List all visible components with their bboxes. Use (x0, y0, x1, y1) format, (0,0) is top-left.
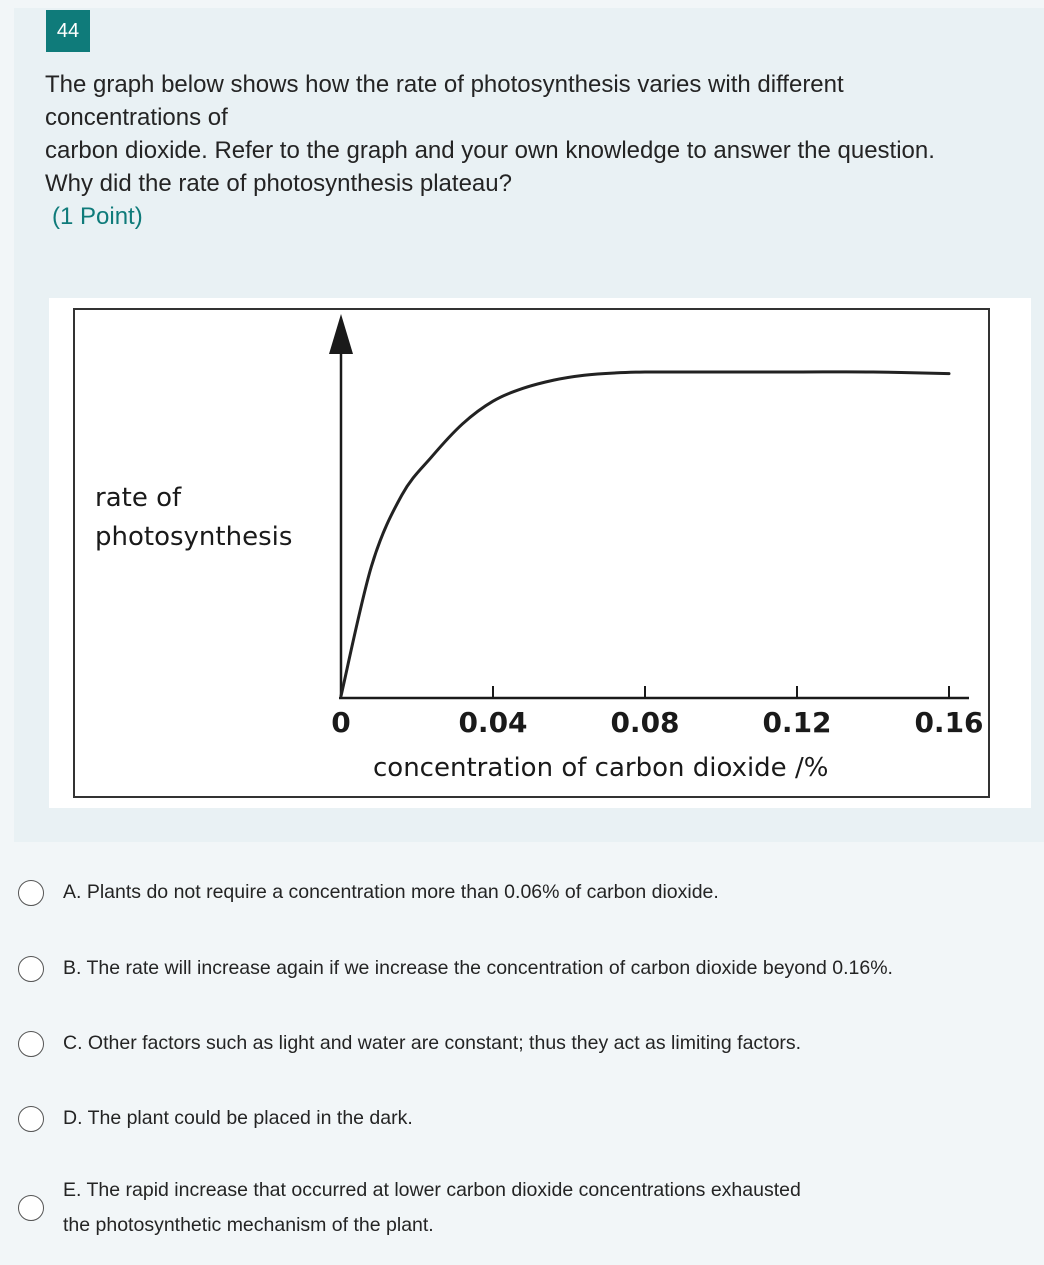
radio-button-b[interactable] (18, 956, 44, 982)
x-tick-label-2: 0.08 (610, 706, 680, 739)
radio-button-a[interactable] (18, 880, 44, 906)
option-c[interactable] (18, 1026, 801, 1061)
option-e[interactable] (18, 1173, 801, 1243)
option-b-label (63, 951, 893, 986)
option-e-text-line-1: E. The rapid increase that occurred at lower carbon dioxide concentrations exhausted (63, 1179, 801, 1201)
option-e-text-line-2: the photosynthetic mechanism of the plant. (63, 1214, 434, 1236)
option-c-text: C. Other factors such as light and water are constant; thus they act as limiting factors. (63, 1032, 802, 1054)
x-tick-label-1: 0.04 (458, 706, 528, 739)
radio-button-e[interactable] (18, 1195, 44, 1221)
photosynthesis-graph (49, 298, 1031, 808)
option-d[interactable] (18, 1101, 413, 1136)
question-text-line: The graph below shows how the rate of photosynthesis varies with different (45, 71, 844, 98)
option-b-text: B. The rate will increase again if we increase the concentration of carbon dioxide beyond 0.16%. (63, 957, 893, 979)
option-a-label (63, 875, 719, 910)
option-d-label (63, 1101, 413, 1136)
question-text (45, 68, 1005, 200)
x-tick-label-3: 0.12 (762, 706, 832, 739)
question-text-line: Why did the rate of photosynthesis plateau? (45, 170, 512, 197)
question-text-line: concentrations of (45, 104, 228, 131)
question-number: 44 (46, 10, 90, 52)
x-axis-label: concentration of carbon dioxide /% (373, 753, 829, 783)
question-points: (1 Point) (52, 203, 143, 230)
option-c-label (63, 1026, 801, 1061)
x-tick-label-4: 0.16 (914, 706, 984, 739)
option-a-text: A. Plants do not require a concentration more than 0.06% of carbon dioxide. (63, 881, 719, 903)
option-d-text: D. The plant could be placed in the dark. (63, 1107, 413, 1129)
y-axis-label-line-1: rate of (95, 483, 182, 513)
radio-button-c[interactable] (18, 1031, 44, 1057)
graph-figure (49, 298, 1031, 808)
y-axis-label-line-2: photosynthesis (95, 522, 293, 552)
question-text-line: carbon dioxide. Refer to the graph and your own knowledge to answer the question. (45, 137, 935, 164)
option-e-label (63, 1173, 801, 1243)
x-tick-label-0: 0 (331, 706, 351, 739)
option-b[interactable] (18, 951, 893, 986)
radio-button-d[interactable] (18, 1106, 44, 1132)
graph-frame (74, 309, 989, 797)
option-a[interactable] (18, 875, 719, 910)
